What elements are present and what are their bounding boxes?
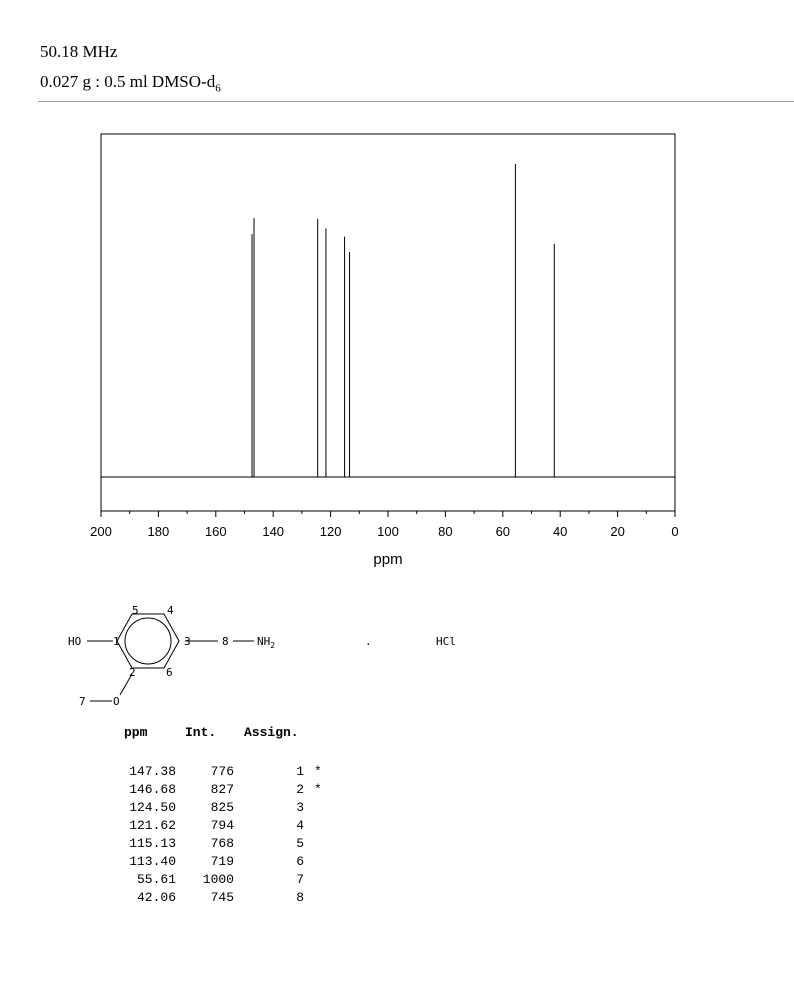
- peak-group: [252, 164, 554, 477]
- cell-ppm: 147.38: [129, 764, 176, 779]
- cell-intensity: 1000: [202, 872, 234, 887]
- atom-5-label: 5: [132, 604, 139, 617]
- cell-mark: *: [314, 764, 322, 779]
- tick-label: 80: [438, 524, 453, 539]
- table-row: [112, 890, 372, 908]
- header-assign: Assign.: [244, 725, 299, 740]
- cell-assignment: 1: [296, 764, 304, 779]
- amine-label: [257, 635, 275, 650]
- cell-assignment: 7: [296, 872, 304, 887]
- atom-8-label: 8: [222, 635, 229, 648]
- tick-label: 180: [147, 524, 170, 539]
- plot-frame: [101, 134, 675, 511]
- aromatic-circle: [125, 618, 171, 664]
- tick-label: 40: [552, 524, 568, 539]
- table-row: [112, 764, 372, 782]
- header-int: Int.: [185, 725, 217, 740]
- salt-dot: .: [365, 635, 372, 648]
- cell-ppm: 115.13: [129, 836, 176, 851]
- table-row: [112, 872, 372, 890]
- table-row: [112, 800, 372, 818]
- deuterium-subscript: 6: [215, 82, 221, 95]
- cell-assignment: 8: [296, 890, 304, 905]
- cell-ppm: 121.62: [129, 818, 176, 833]
- tick-label: 140: [262, 524, 285, 539]
- x-axis-tick-labels: [90, 524, 678, 539]
- tick-label: 60: [495, 524, 511, 539]
- table-row: [112, 818, 372, 836]
- amine-subscript: 2: [270, 641, 276, 650]
- cell-ppm: 146.68: [129, 782, 176, 797]
- hydroxyl-label: HO: [68, 635, 82, 648]
- cell-assignment: 2: [296, 782, 304, 797]
- spectrometer-frequency: 50.18 MHz: [40, 42, 118, 61]
- cell-assignment: 3: [296, 800, 304, 815]
- sample-text: 0.027 g : 0.5 ml DMSO-d: [40, 72, 216, 91]
- atom-4-label: 4: [167, 604, 174, 617]
- atom-2-label: 2: [129, 666, 136, 679]
- atom-6-label: 6: [166, 666, 173, 679]
- molecule-structure: [0, 590, 500, 720]
- x-axis-ticks: [101, 511, 675, 517]
- header-ppm: ppm: [124, 725, 148, 740]
- cell-intensity: 768: [210, 836, 234, 851]
- tick-label: 20: [610, 524, 625, 539]
- cell-mark: *: [314, 782, 322, 797]
- tick-label: 120: [319, 524, 342, 539]
- cell-ppm: 113.40: [129, 854, 176, 869]
- cell-intensity: 745: [210, 890, 234, 905]
- cell-intensity: 719: [210, 854, 234, 869]
- oxygen-label: O: [113, 695, 120, 708]
- cell-intensity: 827: [210, 782, 234, 797]
- atom-7-label: 7: [79, 695, 86, 708]
- tick-label: 160: [204, 524, 227, 539]
- hcl-label: HCl: [436, 635, 456, 648]
- cell-ppm: 55.61: [136, 872, 176, 887]
- tick-label: 200: [90, 524, 112, 539]
- tick-label: 0: [671, 524, 679, 539]
- cell-intensity: 794: [210, 818, 234, 833]
- benzene-ring: [117, 614, 179, 668]
- atom-3-label: 3: [184, 635, 191, 648]
- amine-text: NH: [257, 635, 271, 648]
- tick-label: 100: [377, 524, 399, 539]
- table-row: [112, 836, 372, 854]
- cell-assignment: 4: [296, 818, 304, 833]
- table-row: [112, 782, 372, 800]
- cell-intensity: 825: [210, 800, 234, 815]
- x-axis-label: ppm: [373, 551, 403, 568]
- atom-1-label: 1: [113, 635, 120, 648]
- cell-ppm: 42.06: [136, 890, 176, 905]
- cell-intensity: 776: [210, 764, 234, 779]
- cell-assignment: 5: [296, 836, 304, 851]
- cell-assignment: 6: [296, 854, 304, 869]
- cell-ppm: 124.50: [129, 800, 176, 815]
- table-row: [112, 854, 372, 872]
